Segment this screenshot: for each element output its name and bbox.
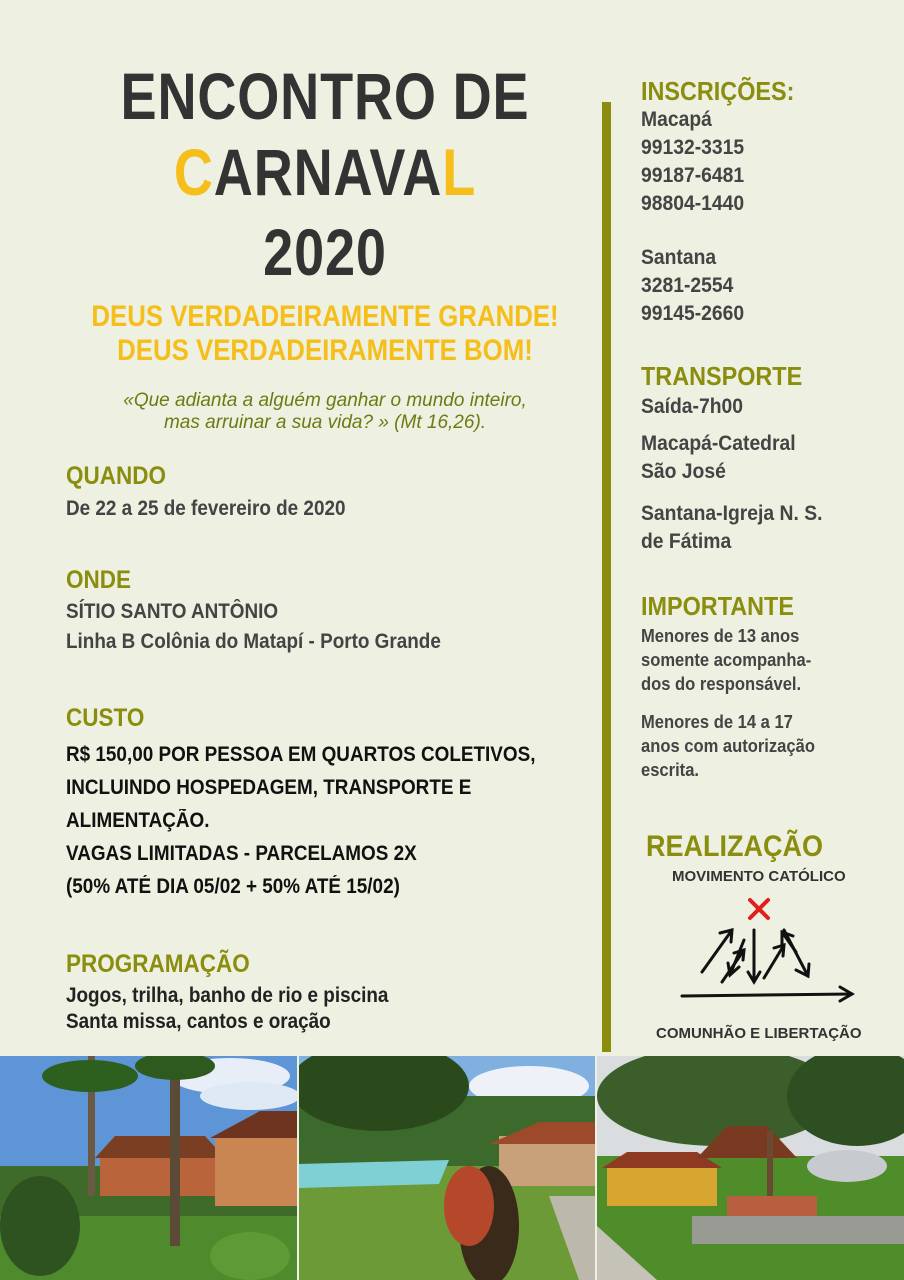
photo-gazebo	[597, 1056, 904, 1280]
cl-logo	[672, 890, 862, 1010]
onde-line-1: SÍTIO SANTO ANTÔNIO	[66, 600, 279, 623]
importante-line: anos com autorização	[641, 736, 815, 756]
photo-chalets	[0, 1056, 297, 1280]
inscricoes-heading: INSCRIÇÕES:	[641, 76, 795, 106]
custo-line: (50% ATÉ DIA 05/02 + 50% ATÉ 15/02)	[66, 875, 400, 898]
realizacao-heading: REALIZAÇÃO	[646, 830, 823, 863]
title-year: 2020	[263, 215, 387, 289]
organizer-name-bottom: COMUNHÃO E LIBERTAÇÃO	[656, 1025, 862, 1042]
bible-quote	[40, 390, 610, 434]
inscricoes-santana	[641, 244, 753, 328]
phone-number: 99132-3315	[641, 136, 745, 159]
importante-line: dos do responsável.	[641, 674, 802, 694]
programacao-line-2: Santa missa, cantos e oração	[66, 1010, 331, 1033]
transporte-santana-line: de Fátima	[641, 530, 732, 553]
custo-text	[66, 738, 588, 903]
programacao-line-1: Jogos, trilha, banho de rio e piscina	[66, 984, 389, 1007]
arrows-icon	[682, 930, 852, 1001]
importante-heading: IMPORTANTE	[641, 591, 794, 621]
transporte-macapa	[641, 430, 809, 486]
city-label: Macapá	[641, 108, 712, 131]
transporte-santana-line: Santana-Igreja N. S.	[641, 502, 823, 525]
custo-heading: CUSTO	[66, 704, 145, 732]
quando-text: De 22 a 25 de fevereiro de 2020	[66, 497, 346, 520]
custo-line: R$ 150,00 POR PESSOA EM QUARTOS COLETIVOS,	[66, 743, 536, 766]
custo-line: INCLUINDO HOSPEDAGEM, TRANSPORTE E	[66, 776, 472, 799]
vertical-divider	[602, 102, 611, 1052]
importante-line: escrita.	[641, 760, 700, 780]
importante-line: somente acompanha-	[641, 650, 812, 670]
transporte-saida: Saída-7h00	[641, 395, 744, 418]
slogan-line-2: DEUS VERDADEIRAMENTE BOM!	[117, 334, 533, 367]
importante-p2	[641, 710, 830, 782]
phone-number: 3281-2554	[641, 274, 734, 297]
programacao-heading: PROGRAMAÇÃO	[66, 950, 250, 978]
quote-line-2: mas arruinar a sua vida? » (Mt 16,26).	[163, 412, 487, 433]
title-line-2: CARNAVAL	[173, 135, 477, 209]
phone-number: 99145-2660	[641, 302, 745, 325]
x-mark-icon	[750, 900, 768, 918]
quando-heading: QUANDO	[66, 462, 166, 490]
importante-line: Menores de 13 anos	[641, 626, 800, 646]
phone-number: 98804-1440	[641, 192, 745, 215]
transporte-macapa-line: São José	[641, 460, 726, 483]
title-line-1: ENCONTRO DE	[120, 59, 530, 133]
photo-pool	[299, 1056, 595, 1280]
importante-p1	[641, 624, 826, 696]
onde-heading: ONDE	[66, 566, 132, 594]
custo-line: VAGAS LIMITADAS - PARCELAMOS 2X	[66, 842, 417, 865]
importante-line: Menores de 14 a 17	[641, 712, 793, 732]
custo-line: ALIMENTAÇÃO.	[66, 809, 210, 832]
city-label: Santana	[641, 246, 717, 269]
transporte-macapa-line: Macapá-Catedral	[641, 432, 796, 455]
phone-number: 99187-6481	[641, 164, 745, 187]
slogan-line-1: DEUS VERDADEIRAMENTE GRANDE!	[91, 300, 559, 333]
organizer-name-top: MOVIMENTO CATÓLICO	[672, 868, 846, 885]
slogan	[80, 300, 570, 368]
event-title	[108, 58, 543, 290]
transporte-santana	[641, 500, 838, 556]
quote-line-1: «Que adianta a alguém ganhar o mundo inteiro,	[123, 390, 527, 411]
inscricoes-macapa	[641, 106, 753, 218]
transporte-heading: TRANSPORTE	[641, 361, 803, 391]
onde-line-2: Linha B Colônia do Matapí - Porto Grande	[66, 630, 441, 653]
